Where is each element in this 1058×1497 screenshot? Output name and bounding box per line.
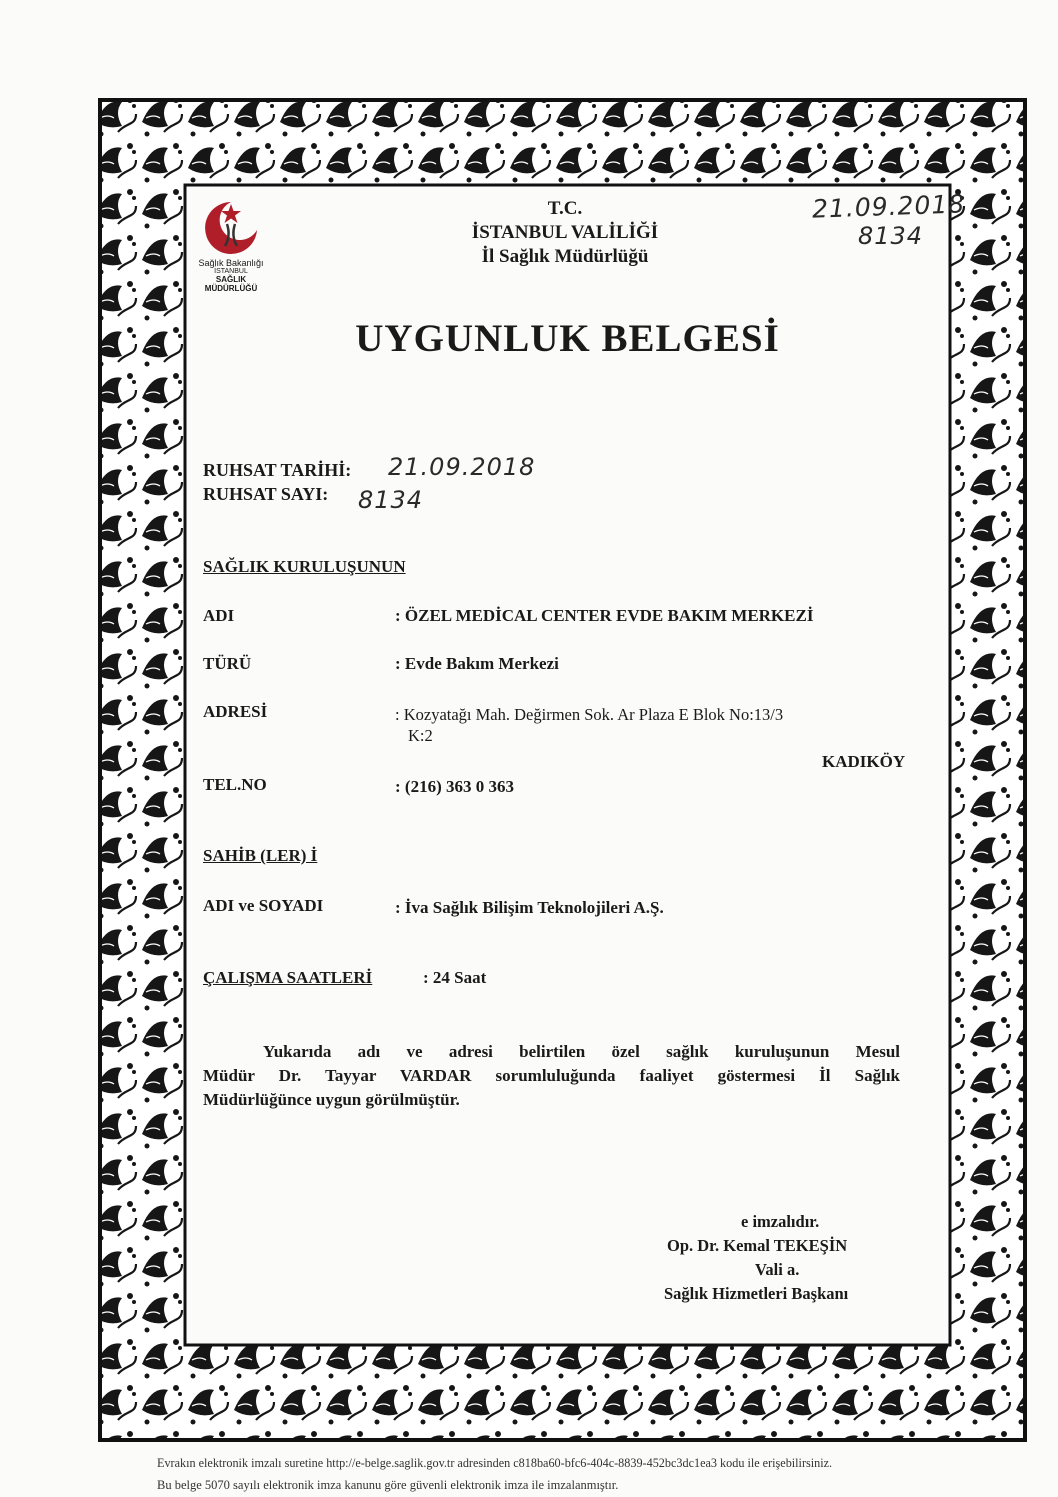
- working-hours-label: ÇALIŞMA SAATLERİ: [203, 968, 373, 987]
- body-line-2: Müdür Dr. Tayyar VARDAR sorumluluğunda faaliyet göstermesi İl Sağlık: [203, 1066, 900, 1085]
- license-date-handwritten: 21.09.2018: [388, 453, 536, 481]
- facility-address-line1: : Kozyatağı Mah. Değirmen Sok. Ar Plaza E Blok No:13/3: [395, 705, 784, 724]
- crescent-star-icon: [201, 196, 261, 258]
- signature-name: Op. Dr. Kemal TEKEŞİN: [667, 1236, 848, 1255]
- facility-phone-label: TEL.NO: [203, 775, 267, 794]
- facility-type-value: : Evde Bakım Merkezi: [395, 654, 559, 673]
- header-mudurluk: İl Sağlık Müdürlüğü: [481, 246, 649, 267]
- handwritten-number-top: 8134: [858, 222, 924, 250]
- footer-line-2: Bu belge 5070 sayılı elektronik imza kanunu göre güvenli elektronik imza ile imzalanmıştır.: [157, 1478, 619, 1492]
- logo-text-4: MÜDÜRLÜĞÜ: [204, 284, 258, 293]
- ministry-logo: [195, 196, 267, 306]
- footer-line-1: Evrakın elektronik imzalı suretine http://e-belge.saglik.gov.tr adresinden c818ba60-bfc6-404c-8839-452bc3dc1ea3 kodu ile erişebilirsiniz.: [157, 1456, 833, 1470]
- body-line-1: Yukarıda adı ve adresi belirtilen özel sağlık kuruluşunun Mesul: [263, 1042, 900, 1061]
- signature-title: Sağlık Hizmetleri Başkanı: [664, 1284, 849, 1303]
- facility-type-label: TÜRÜ: [203, 654, 252, 673]
- signature-vali: Vali a.: [755, 1260, 800, 1279]
- license-number-label: RUHSAT SAYI:: [203, 484, 329, 504]
- facility-address-label: ADRESİ: [203, 702, 268, 721]
- facility-phone-value: : (216) 363 0 363: [395, 777, 514, 796]
- working-hours-value: : 24 Saat: [423, 968, 487, 987]
- body-line-3: Müdürlüğünce uygun görülmüştür.: [203, 1090, 460, 1109]
- owner-name-label: ADI ve SOYADI: [203, 896, 324, 915]
- logo-text-2: İSTANBUL: [214, 268, 248, 275]
- owner-name-value: : İva Sağlık Bilişim Teknolojileri A.Ş.: [395, 898, 664, 917]
- facility-section-title: SAĞLIK KURULUŞUNUN: [203, 557, 406, 576]
- handwritten-date-top: 21.09.2018: [811, 189, 966, 224]
- logo-text-3: SAĞLIK: [215, 275, 247, 284]
- license-number-handwritten: 8134: [358, 486, 424, 514]
- logo-text-1: Sağlık Bakanlığı: [198, 258, 264, 268]
- facility-district: KADIKÖY: [822, 752, 906, 771]
- signature-esign-note: e imzalıdır.: [741, 1212, 820, 1231]
- body-paragraph: [203, 1040, 900, 1112]
- header-tc: T.C.: [547, 198, 583, 219]
- license-date-label: RUHSAT TARİHİ:: [203, 460, 352, 480]
- owner-section-title: SAHİB (LER) İ: [203, 846, 318, 865]
- facility-name-value: : ÖZEL MEDİCAL CENTER EVDE BAKIM MERKEZİ: [395, 606, 814, 625]
- header-valilik: İSTANBUL VALİLİĞİ: [471, 222, 659, 243]
- facility-name-label: ADI: [203, 606, 235, 625]
- facility-address-line2: K:2: [408, 726, 433, 745]
- document-title: UYGUNLUK BELGESİ: [355, 317, 780, 360]
